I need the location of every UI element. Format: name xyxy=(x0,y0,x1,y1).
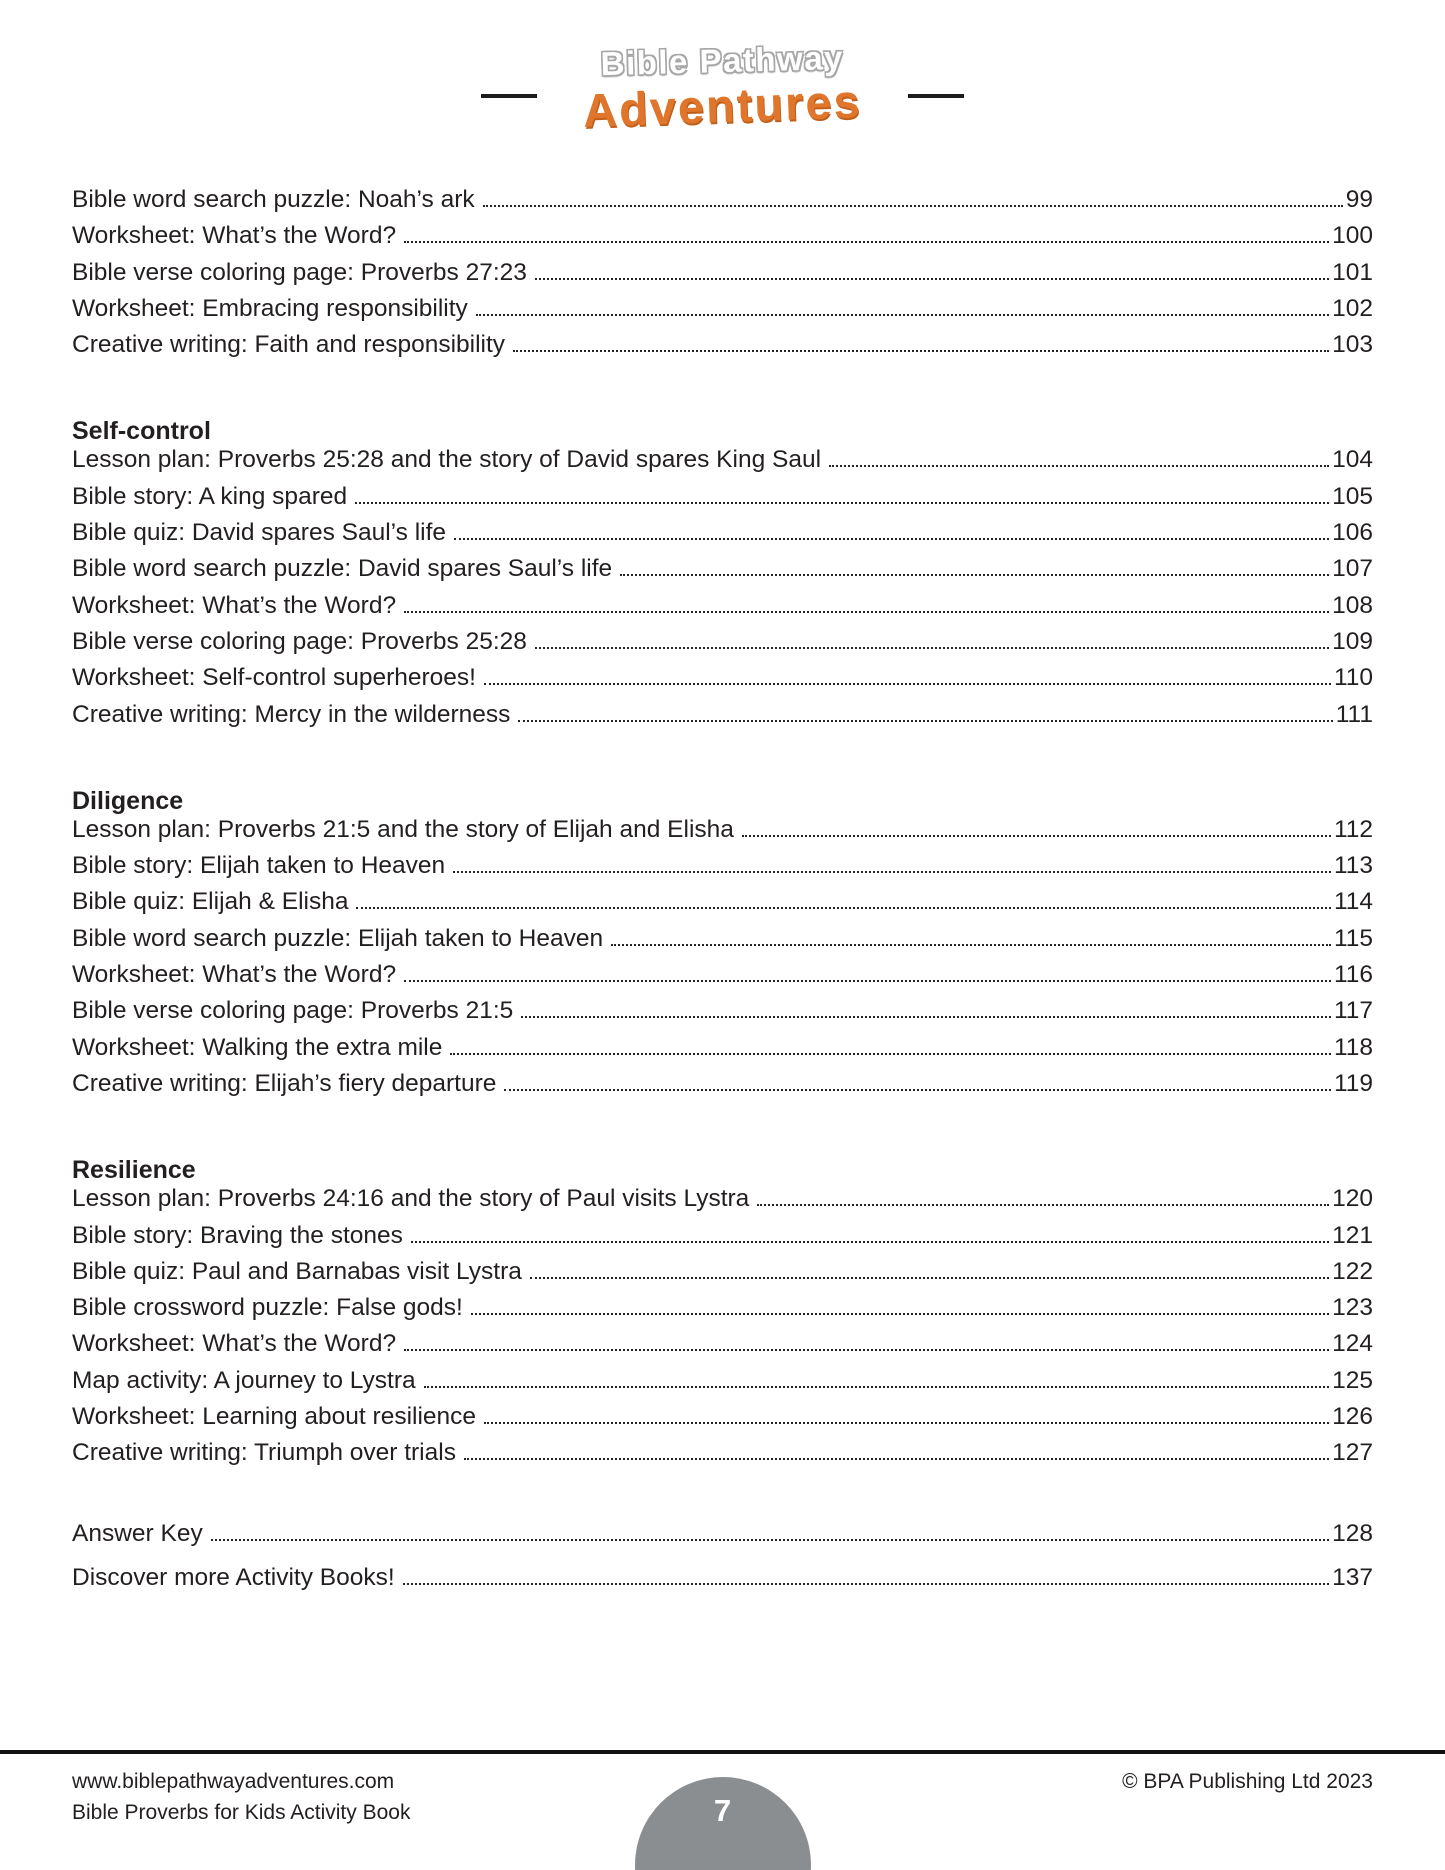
dot-leader xyxy=(356,907,1330,909)
dot-leader xyxy=(530,1277,1329,1279)
toc-end-section xyxy=(72,1520,1373,1608)
dot-leader xyxy=(535,278,1329,280)
toc-row[interactable] xyxy=(72,295,1373,331)
toc-entry-title: Bible verse coloring page: Proverbs 27:23 xyxy=(72,258,527,286)
dot-leader xyxy=(504,1089,1331,1091)
dot-leader xyxy=(518,720,1332,722)
toc-row[interactable] xyxy=(72,1403,1373,1439)
toc-entry-title: Worksheet: Learning about resilience xyxy=(72,1403,477,1431)
toc-entry-title: Bible word search puzzle: Noah’s ark xyxy=(72,186,475,213)
dot-leader xyxy=(757,1204,1329,1206)
toc-row[interactable] xyxy=(72,1258,1373,1294)
section-heading: Resilience xyxy=(72,1156,196,1185)
toc-entry-title: Bible verse coloring page: Proverbs 21:5 xyxy=(72,997,514,1025)
toc-entry-page: 105 xyxy=(1332,482,1373,510)
toc-entry-page: 100 xyxy=(1332,222,1373,250)
toc-entry-page: 115 xyxy=(1333,924,1373,952)
dot-leader xyxy=(355,502,1329,504)
dot-leader xyxy=(464,1458,1329,1460)
toc-entry-title: Lesson plan: Proverbs 25:28 and the story of David spares King Saul xyxy=(72,446,822,474)
dot-leader xyxy=(829,465,1329,467)
toc-entry-title: Bible verse coloring page: Proverbs 25:28 xyxy=(72,627,527,655)
toc-entry-page: 122 xyxy=(1332,1257,1373,1285)
toc-row[interactable] xyxy=(72,483,1373,519)
toc-row[interactable] xyxy=(72,925,1373,961)
toc-row[interactable] xyxy=(72,555,1373,591)
toc-entry-title: Bible quiz: Paul and Barnabas visit Lystra xyxy=(72,1257,522,1285)
toc-entry-page: 118 xyxy=(1333,1033,1373,1061)
page-number: 7 xyxy=(713,1793,732,1828)
toc-entry-title: Map activity: A journey to Lystra xyxy=(72,1366,416,1394)
toc-row[interactable] xyxy=(72,1330,1373,1366)
toc-entry-title: Discover more Activity Books! xyxy=(72,1563,395,1591)
toc-row[interactable] xyxy=(72,701,1373,737)
logo xyxy=(0,0,1445,142)
toc-row[interactable] xyxy=(72,1367,1373,1403)
dot-leader xyxy=(403,1583,1329,1585)
dot-leader xyxy=(404,980,1331,982)
toc-row[interactable] xyxy=(72,519,1373,555)
dot-leader xyxy=(411,1241,1329,1243)
dot-leader xyxy=(742,835,1331,837)
logo-right-dash xyxy=(908,94,964,98)
toc-row[interactable] xyxy=(72,1439,1373,1475)
toc-entry-page: 107 xyxy=(1332,555,1373,583)
toc-entry-page: 104 xyxy=(1332,446,1373,474)
toc-entry-title: Bible story: Braving the stones xyxy=(72,1221,403,1249)
toc-entry-page: 126 xyxy=(1332,1403,1373,1431)
toc-row[interactable] xyxy=(72,1185,1373,1221)
toc-section xyxy=(72,1148,1373,1475)
dot-leader xyxy=(476,314,1329,316)
toc-entry-title: Bible word search puzzle: Elijah taken to Heaven xyxy=(72,924,604,952)
toc-entry-page: 123 xyxy=(1332,1294,1373,1322)
footer-website-link[interactable]: www.biblepathwayadventures.com xyxy=(72,1770,395,1793)
toc-entry-page: 101 xyxy=(1332,258,1373,286)
toc-entry-page: 113 xyxy=(1333,852,1373,880)
toc-entry-title: Bible crossword puzzle: False gods! xyxy=(72,1294,463,1322)
toc-entry-page: 102 xyxy=(1332,294,1373,322)
toc-row[interactable] xyxy=(72,222,1373,258)
toc-entry-page: 110 xyxy=(1333,664,1373,692)
table-of-contents xyxy=(72,186,1373,1608)
toc-row[interactable] xyxy=(72,259,1373,295)
toc-entry-page: 120 xyxy=(1332,1185,1373,1213)
dot-leader xyxy=(404,611,1329,613)
dot-leader xyxy=(211,1539,1329,1541)
toc-entry-title: Creative writing: Faith and responsibility xyxy=(72,331,506,359)
toc-entry-title: Bible word search puzzle: David spares Saul’s life xyxy=(72,555,613,583)
toc-entry-page: 112 xyxy=(1333,815,1373,843)
logo-adventures: Adventures xyxy=(582,73,863,137)
footer-book-title: Bible Proverbs for Kids Activity Book xyxy=(72,1801,411,1824)
toc-entry-title: Worksheet: What’s the Word? xyxy=(72,222,397,250)
dot-leader xyxy=(521,1016,1331,1018)
toc-entry-page: 128 xyxy=(1332,1519,1373,1547)
toc-row[interactable] xyxy=(72,628,1373,664)
toc-entry-title: Worksheet: Embracing responsibility xyxy=(72,294,468,322)
toc-entry-title: Lesson plan: Proverbs 24:16 and the story of Paul visits Lystra xyxy=(72,1185,750,1213)
dot-leader xyxy=(454,538,1329,540)
toc-row[interactable] xyxy=(72,816,1373,852)
toc-entry-page: 116 xyxy=(1333,961,1373,989)
toc-entry-title: Bible story: A king spared xyxy=(72,482,348,510)
toc-entry-title: Creative writing: Mercy in the wilderness xyxy=(72,700,511,728)
toc-entry-page: 127 xyxy=(1332,1439,1373,1467)
dot-leader xyxy=(535,647,1329,649)
toc-row[interactable] xyxy=(72,446,1373,482)
dot-leader xyxy=(471,1313,1329,1315)
footer-left xyxy=(72,1766,410,1828)
logo-left-dash xyxy=(481,94,537,98)
toc-entry-title: Bible quiz: Elijah & Elisha xyxy=(72,888,349,916)
dot-leader xyxy=(513,350,1329,352)
toc-row[interactable] xyxy=(72,1564,1373,1608)
toc-entry-title: Worksheet: What’s the Word? xyxy=(72,961,397,989)
toc-entry-page: 124 xyxy=(1332,1330,1373,1358)
toc-row[interactable] xyxy=(72,664,1373,700)
toc-entry-title: Lesson plan: Proverbs 21:5 and the story of Elijah and Elisha xyxy=(72,815,734,843)
toc-row[interactable] xyxy=(72,1294,1373,1330)
toc-entry-page: 108 xyxy=(1332,591,1373,619)
toc-entry-page: 137 xyxy=(1332,1563,1373,1591)
toc-row[interactable] xyxy=(72,1222,1373,1258)
toc-entry-title: Bible quiz: David spares Saul’s life xyxy=(72,519,447,547)
toc-entry-page: 119 xyxy=(1333,1069,1373,1097)
toc-section xyxy=(72,779,1373,1106)
toc-row[interactable] xyxy=(72,1070,1373,1106)
toc-entry-page: 125 xyxy=(1332,1366,1373,1394)
toc-entry-title: Worksheet: What’s the Word? xyxy=(72,1330,397,1358)
toc-entry-page: 121 xyxy=(1332,1221,1373,1249)
toc-entry-page: 106 xyxy=(1332,519,1373,547)
dot-leader xyxy=(483,205,1343,207)
dot-leader xyxy=(484,1422,1329,1424)
toc-entry-title: Bible story: Elijah taken to Heaven xyxy=(72,852,446,880)
section-heading: Diligence xyxy=(72,786,184,815)
page-footer xyxy=(0,1750,1445,1870)
dot-leader xyxy=(484,683,1331,685)
logo-text xyxy=(582,38,863,137)
dot-leader xyxy=(404,1349,1329,1351)
toc-row[interactable] xyxy=(72,888,1373,924)
toc-row[interactable] xyxy=(72,1520,1373,1564)
toc-entry-title: Worksheet: What’s the Word? xyxy=(72,591,397,619)
toc-row[interactable] xyxy=(72,852,1373,888)
toc-row[interactable] xyxy=(72,997,1373,1033)
dot-leader xyxy=(424,1386,1329,1388)
footer-copyright: © BPA Publishing Ltd 2023 xyxy=(1122,1770,1373,1793)
toc-entry-page: 111 xyxy=(1335,700,1373,728)
dot-leader xyxy=(620,574,1329,576)
toc-entry-page: 99 xyxy=(1345,186,1373,213)
dot-leader xyxy=(611,944,1331,946)
toc-entry-page: 114 xyxy=(1333,888,1373,916)
toc-row[interactable] xyxy=(72,331,1373,367)
dot-leader xyxy=(450,1053,1331,1055)
toc-entry-title: Worksheet: Self-control superheroes! xyxy=(72,664,476,692)
section-heading: Self-control xyxy=(72,417,211,446)
toc-entry-title: Answer Key xyxy=(72,1519,203,1547)
toc-entry-title: Creative writing: Triumph over trials xyxy=(72,1439,456,1467)
toc-row[interactable] xyxy=(72,961,1373,997)
toc-entry-page: 103 xyxy=(1332,331,1373,359)
dot-leader xyxy=(453,871,1331,873)
toc-row[interactable] xyxy=(72,186,1373,222)
dot-leader xyxy=(404,241,1329,243)
toc-row[interactable] xyxy=(72,1034,1373,1070)
toc-section xyxy=(72,409,1373,736)
toc-entry-page: 117 xyxy=(1333,997,1373,1025)
toc-row[interactable] xyxy=(72,592,1373,628)
toc-entry-title: Creative writing: Elijah’s fiery departure xyxy=(72,1069,497,1097)
toc-entry-page: 109 xyxy=(1332,627,1373,655)
toc-entry-title: Worksheet: Walking the extra mile xyxy=(72,1033,443,1061)
logo-bible-pathway: Bible Pathway xyxy=(600,38,845,82)
